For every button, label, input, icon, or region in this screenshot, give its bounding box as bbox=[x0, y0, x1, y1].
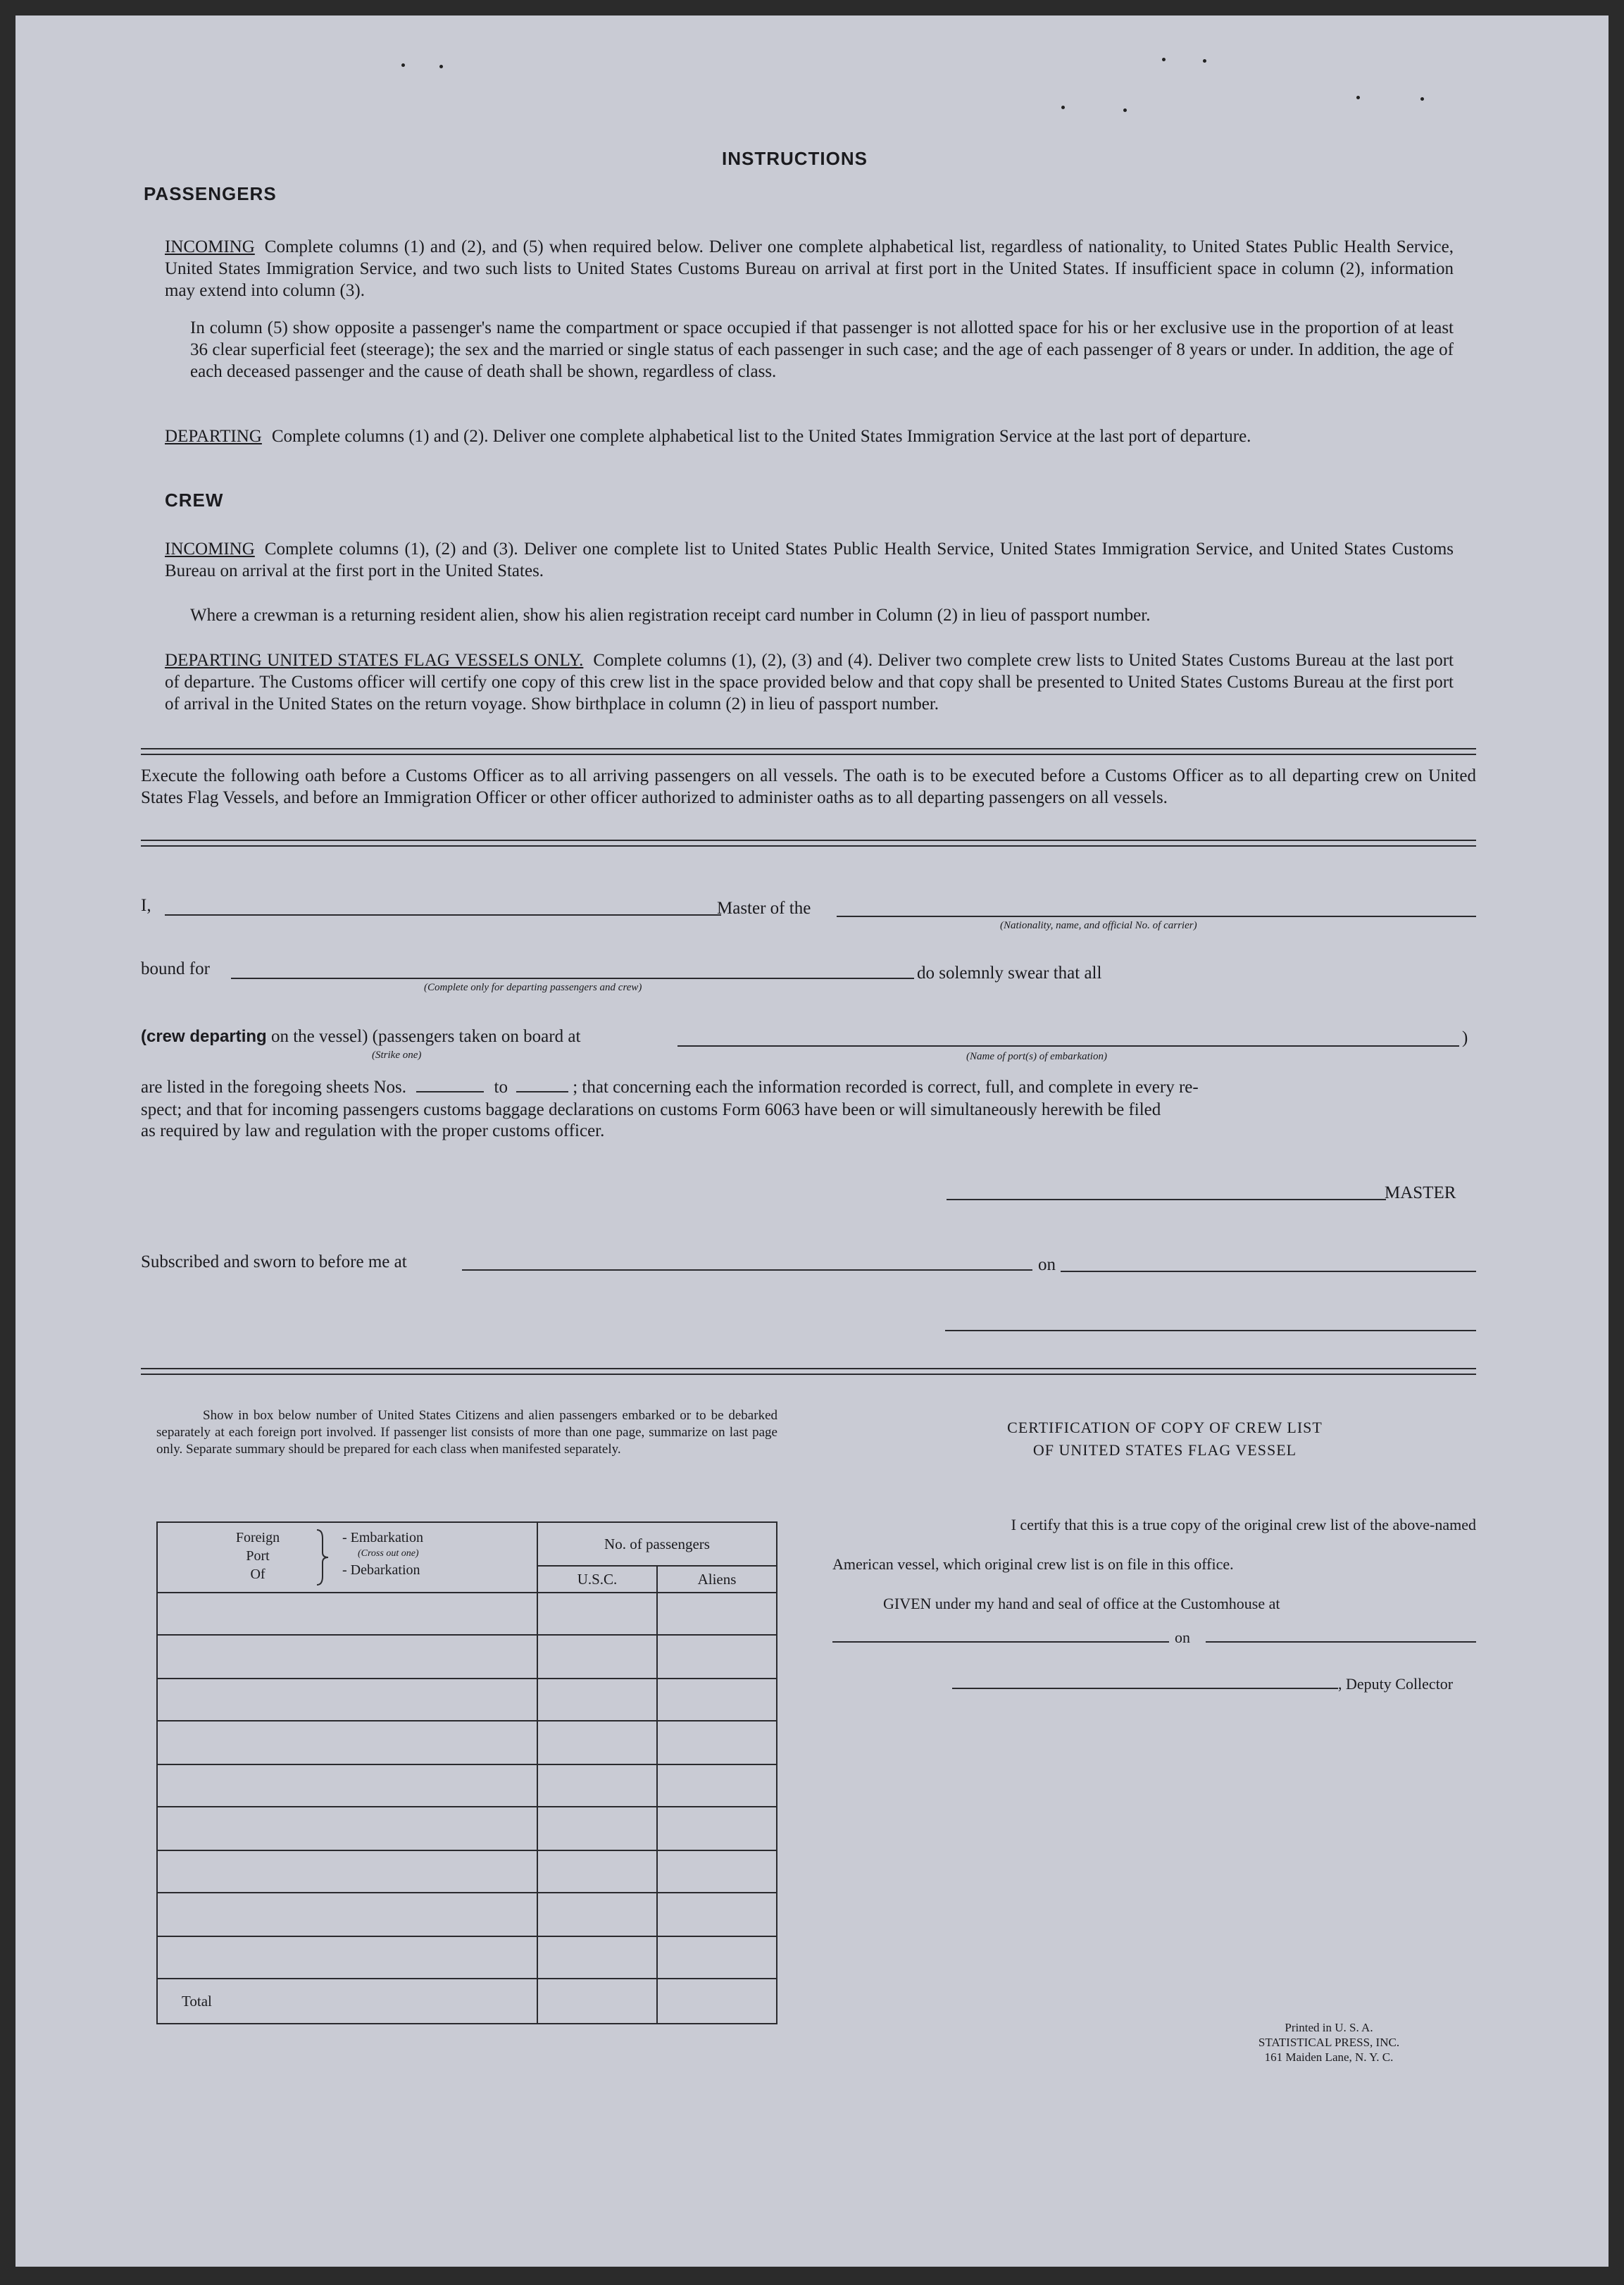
port-cell[interactable] bbox=[157, 1807, 537, 1850]
bound-for-field[interactable] bbox=[231, 978, 914, 979]
subscribed-label: Subscribed and sworn to before me at bbox=[141, 1252, 407, 1271]
usc-cell[interactable] bbox=[537, 1721, 657, 1764]
certification-title-1: CERTIFICATION OF COPY OF CREW LIST bbox=[1007, 1419, 1323, 1436]
printer-line-1: Printed in U. S. A. bbox=[1285, 2021, 1373, 2034]
certification-date-field[interactable] bbox=[1206, 1641, 1476, 1643]
usc-cell[interactable] bbox=[537, 1679, 657, 1721]
speck bbox=[439, 65, 443, 68]
bound-for-label: bound for bbox=[141, 959, 210, 978]
listed-line-3: spect; and that for incoming passengers customs baggage declarations on customs Form 6063 have been or will simultaneously herewith be filed bbox=[141, 1100, 1161, 1119]
close-paren: ) bbox=[1462, 1028, 1468, 1047]
listed-to: to bbox=[494, 1078, 508, 1097]
embarkation-option[interactable]: - Embarkation bbox=[342, 1530, 423, 1545]
debarkation-option[interactable]: - Debarkation bbox=[342, 1562, 420, 1578]
ports-note: (Name of port(s) of embarkation) bbox=[966, 1051, 1107, 1062]
crew-departing-option[interactable]: (crew departing bbox=[141, 1027, 267, 1046]
port-cell[interactable] bbox=[157, 1936, 537, 1979]
passengers-incoming-label: INCOMING bbox=[165, 237, 255, 256]
printer-line-3: 161 Maiden Lane, N. Y. C. bbox=[1264, 2050, 1394, 2064]
do-solemnly-text: do solemnly swear that all bbox=[917, 964, 1102, 983]
strike-one-note: (Strike one) bbox=[372, 1050, 422, 1061]
page-title: INSTRUCTIONS bbox=[722, 148, 868, 169]
speck bbox=[1203, 59, 1206, 63]
master-name-field[interactable] bbox=[165, 914, 721, 916]
port-cell[interactable] bbox=[157, 1679, 537, 1721]
oath-i: I, bbox=[141, 896, 151, 915]
crew-departing-text: Complete columns (1), (2), (3) and (4). Deliver two complete crew lists to United States Customs Bureau at the last port of departure. The Customs officer will certify one copy of this crew list in the space provided below and that copy shall be presented to United States Customs Bureau at the first port of arrival in the United States on the return voyage. Show birthplace in column (2) in lieu of passport number. bbox=[165, 651, 1454, 714]
summary-instructions: Show in box below number of United States Citizens and alien passengers embarked or to be debarked separately at each foreign port involved. If passenger list consists of more than one page, summarize on last page only. Separate summary should be prepared for each class when manifested separately. bbox=[156, 1408, 777, 1457]
usc-cell[interactable] bbox=[537, 1893, 657, 1936]
aliens-cell[interactable] bbox=[657, 1635, 777, 1679]
foreign-port-header bbox=[157, 1522, 537, 1593]
brace-icon bbox=[316, 1528, 331, 1586]
passengers-heading: PASSENGERS bbox=[144, 183, 277, 204]
of-word: Of bbox=[250, 1567, 266, 1582]
certification-line-2: American vessel, which original crew list is on file in this office. bbox=[832, 1555, 1234, 1573]
crew-incoming-paragraph bbox=[165, 538, 1454, 582]
no-of-passengers-header: No. of passengers bbox=[537, 1522, 777, 1566]
officer-signature-field[interactable] bbox=[945, 1330, 1476, 1331]
crew-resident-paragraph: Where a crewman is a returning resident alien, show his alien registration receipt card number in Column (2) in lieu of passport number. bbox=[190, 606, 1151, 625]
listed-line-1 bbox=[141, 1078, 1199, 1097]
aliens-cell[interactable] bbox=[657, 1893, 777, 1936]
deputy-collector-signature-field[interactable] bbox=[952, 1688, 1338, 1689]
port-cell[interactable] bbox=[157, 1893, 537, 1936]
passengers-departing-label: DEPARTING bbox=[165, 427, 262, 446]
passengers-incoming-paragraph bbox=[165, 236, 1454, 301]
embarkation-port-field[interactable] bbox=[677, 1045, 1459, 1047]
listed-text-2: ; that concerning each the information recorded is correct, full, and complete in every re- bbox=[573, 1078, 1199, 1097]
certification-given: GIVEN under my hand and seal of office at the Customhouse at bbox=[883, 1595, 1280, 1612]
aliens-cell[interactable] bbox=[657, 1593, 777, 1635]
column5-paragraph: In column (5) show opposite a passenger's name the compartment or space occupied if that passenger is not allotted space for his or her exclusive use in the proportion of at least 36 clear superficial feet (steerage); the sex and the married or single status of each passenger in such case; and the age of each passenger of 8 years or under. In addition, the age of each deceased passenger and the cause of death shall be shown, regardless of class. bbox=[190, 318, 1454, 381]
total-label: Total bbox=[157, 1979, 537, 2024]
divider bbox=[141, 1368, 1476, 1375]
aliens-cell[interactable] bbox=[657, 1807, 777, 1850]
certification-on-label: on bbox=[1175, 1629, 1190, 1646]
usc-cell[interactable] bbox=[537, 1850, 657, 1893]
sworn-location-field[interactable] bbox=[462, 1269, 1032, 1271]
passenger-summary-table bbox=[156, 1521, 777, 2024]
usc-cell[interactable] bbox=[537, 1936, 657, 1979]
usc-cell[interactable] bbox=[537, 1593, 657, 1635]
aliens-cell[interactable] bbox=[657, 1764, 777, 1807]
port-cell[interactable] bbox=[157, 1721, 537, 1764]
nationality-note: (Nationality, name, and official No. of carrier) bbox=[1000, 920, 1197, 931]
listed-line-4: as required by law and regulation with the proper customs officer. bbox=[141, 1121, 605, 1140]
foreign-port-label bbox=[223, 1528, 293, 1583]
speck bbox=[1356, 96, 1360, 99]
crew-departing-paragraph bbox=[165, 649, 1454, 715]
aliens-cell[interactable] bbox=[657, 1850, 777, 1893]
speck bbox=[1162, 58, 1166, 61]
speck bbox=[1123, 108, 1127, 112]
deputy-collector-label: , Deputy Collector bbox=[1338, 1675, 1454, 1693]
port-cell[interactable] bbox=[157, 1635, 537, 1679]
on-the-vessel-text: on the vessel) (passengers taken on board at bbox=[270, 1027, 581, 1046]
usc-header: U.S.C. bbox=[537, 1566, 657, 1593]
divider bbox=[141, 840, 1476, 847]
total-usc-cell[interactable] bbox=[537, 1979, 657, 2024]
usc-cell[interactable] bbox=[537, 1635, 657, 1679]
complete-only-note: (Complete only for departing passengers and crew) bbox=[424, 982, 642, 993]
sworn-date-field[interactable] bbox=[1061, 1271, 1476, 1272]
form-page bbox=[15, 15, 1609, 2267]
aliens-header: Aliens bbox=[657, 1566, 777, 1593]
sheet-to-field[interactable] bbox=[516, 1091, 568, 1092]
crew-passengers-line bbox=[141, 1027, 580, 1047]
speck bbox=[1420, 97, 1424, 101]
port-word: Port bbox=[246, 1548, 270, 1564]
sworn-on-label: on bbox=[1038, 1255, 1056, 1274]
crew-incoming-text: Complete columns (1), (2) and (3). Deliver one complete list to United States Public Health Service, United States Immigration Service, and United States Customs Bureau on arrival at the first port in the United States. bbox=[165, 540, 1454, 580]
divider bbox=[141, 748, 1476, 755]
total-aliens-cell[interactable] bbox=[657, 1979, 777, 2024]
crew-incoming-label: INCOMING bbox=[165, 540, 255, 559]
listed-text-1: are listed in the foregoing sheets Nos. bbox=[141, 1078, 406, 1097]
port-cell[interactable] bbox=[157, 1850, 537, 1893]
passengers-incoming-text: Complete columns (1) and (2), and (5) when required below. Deliver one complete alphabetical list, regardless of nationality, to United States Public Health Service, United States Immigration Service, and two such lists to United States Customs Bureau on arrival at first port in the United States. If insufficient space in column (2), information may extend into column (3). bbox=[165, 237, 1454, 300]
crew-heading: CREW bbox=[165, 490, 224, 511]
certification-line-1: I certify that this is a true copy of the original crew list of the above-named bbox=[1011, 1516, 1476, 1533]
usc-cell[interactable] bbox=[537, 1807, 657, 1850]
passengers-departing-paragraph bbox=[165, 425, 1454, 447]
oath-intro: Execute the following oath before a Customs Officer as to all arriving passengers on all vessels. The oath is to be executed before a Customs Officer as to all departing crew on United States Flag Vessels, and before an Immigration Officer or other officer authorized to administer oaths as to all departing passengers on all vessels. bbox=[141, 766, 1476, 807]
speck bbox=[401, 63, 405, 67]
master-signature-field[interactable] bbox=[947, 1199, 1386, 1200]
sheet-from-field[interactable] bbox=[416, 1091, 484, 1092]
port-cell[interactable] bbox=[157, 1593, 537, 1635]
printer-line-2: STATISTICAL PRESS, INC. bbox=[1258, 2036, 1400, 2049]
crew-departing-label: DEPARTING UNITED STATES FLAG VESSELS ONLY. bbox=[165, 651, 584, 670]
printer-mark bbox=[1241, 2020, 1417, 2065]
cross-out-note: (Cross out one) bbox=[358, 1548, 419, 1559]
aliens-cell[interactable] bbox=[657, 1721, 777, 1764]
aliens-cell[interactable] bbox=[657, 1936, 777, 1979]
master-of-the-label: Master of the bbox=[717, 899, 811, 918]
carrier-field[interactable] bbox=[837, 916, 1476, 917]
usc-cell[interactable] bbox=[537, 1764, 657, 1807]
certification-title-2: OF UNITED STATES FLAG VESSEL bbox=[1032, 1441, 1297, 1459]
passengers-departing-text: Complete columns (1) and (2). Deliver one complete alphabetical list to the United States Immigration Service at the last port of departure. bbox=[271, 427, 1251, 446]
aliens-cell[interactable] bbox=[657, 1679, 777, 1721]
customhouse-field[interactable] bbox=[832, 1641, 1169, 1643]
port-cell[interactable] bbox=[157, 1764, 537, 1807]
foreign-word: Foreign bbox=[235, 1530, 280, 1545]
master-label: MASTER bbox=[1385, 1183, 1456, 1202]
speck bbox=[1061, 106, 1065, 109]
